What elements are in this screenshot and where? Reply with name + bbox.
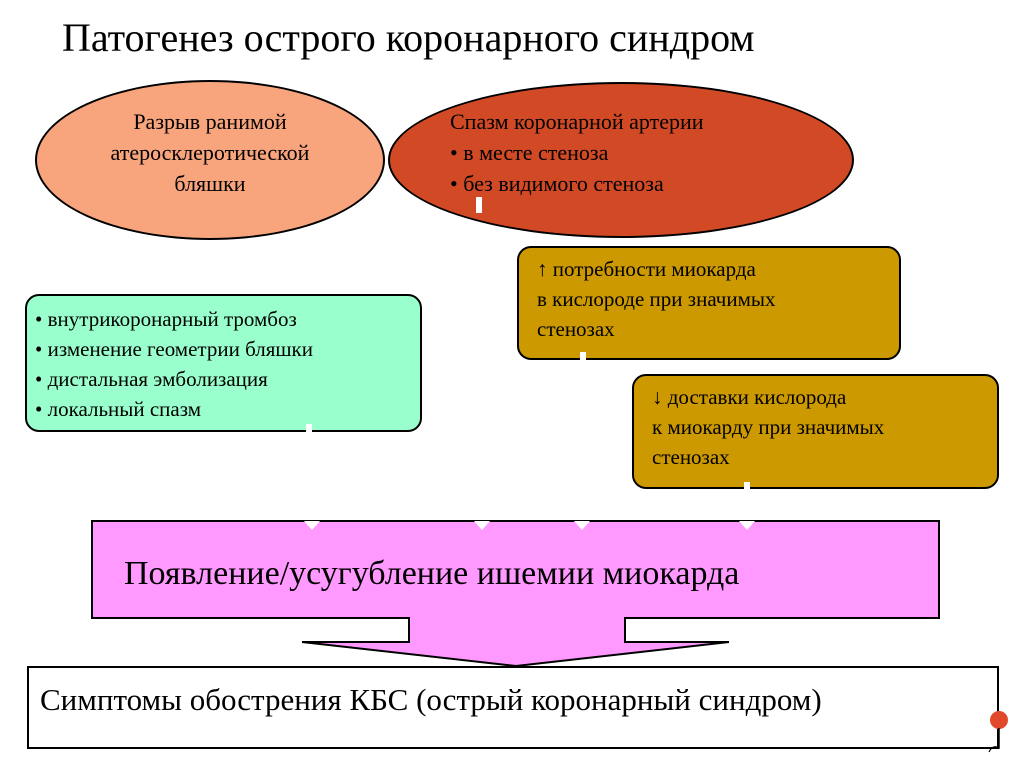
thrombosis-line-2: • изменение геометрии бляшки — [35, 337, 313, 361]
plaque-line-1: Разрыв ранимой — [133, 109, 287, 134]
demand-line-3: стенозах — [537, 317, 615, 341]
spasm-line-2: • в месте стеноза — [450, 140, 609, 165]
ischemia-label: Появление/усугубление ишемии миокарда — [124, 555, 740, 592]
thrombosis-line-4: • локальный спазм — [35, 397, 202, 421]
result-label: Симптомы обострения КБС (острый коронарный синдром) — [40, 682, 822, 717]
plaque-line-2: атеросклеротической — [110, 140, 310, 165]
demand-line-2: в кислороде при значимых — [537, 287, 776, 311]
thrombosis-line-3: • дистальная эмболизация — [35, 367, 268, 391]
delivery-line-2: к миокарду при значимых — [652, 415, 885, 439]
delivery-line-3: стенозах — [652, 445, 730, 469]
spasm-line-1: Спазм коронарной артерии — [450, 109, 704, 134]
delivery-line-1: ↓ доставки кислорода — [652, 385, 847, 409]
demand-line-1: ↑ потребности миокарда — [537, 257, 756, 281]
plaque-line-3: бляшки — [174, 171, 246, 196]
thrombosis-line-1: • внутрикоронарный тромбоз — [35, 307, 297, 331]
page-curl-icon — [975, 726, 1005, 756]
slide-title: Патогенез острого коронарного синдром — [62, 15, 755, 60]
spasm-line-3: • без видимого стеноза — [450, 171, 664, 196]
